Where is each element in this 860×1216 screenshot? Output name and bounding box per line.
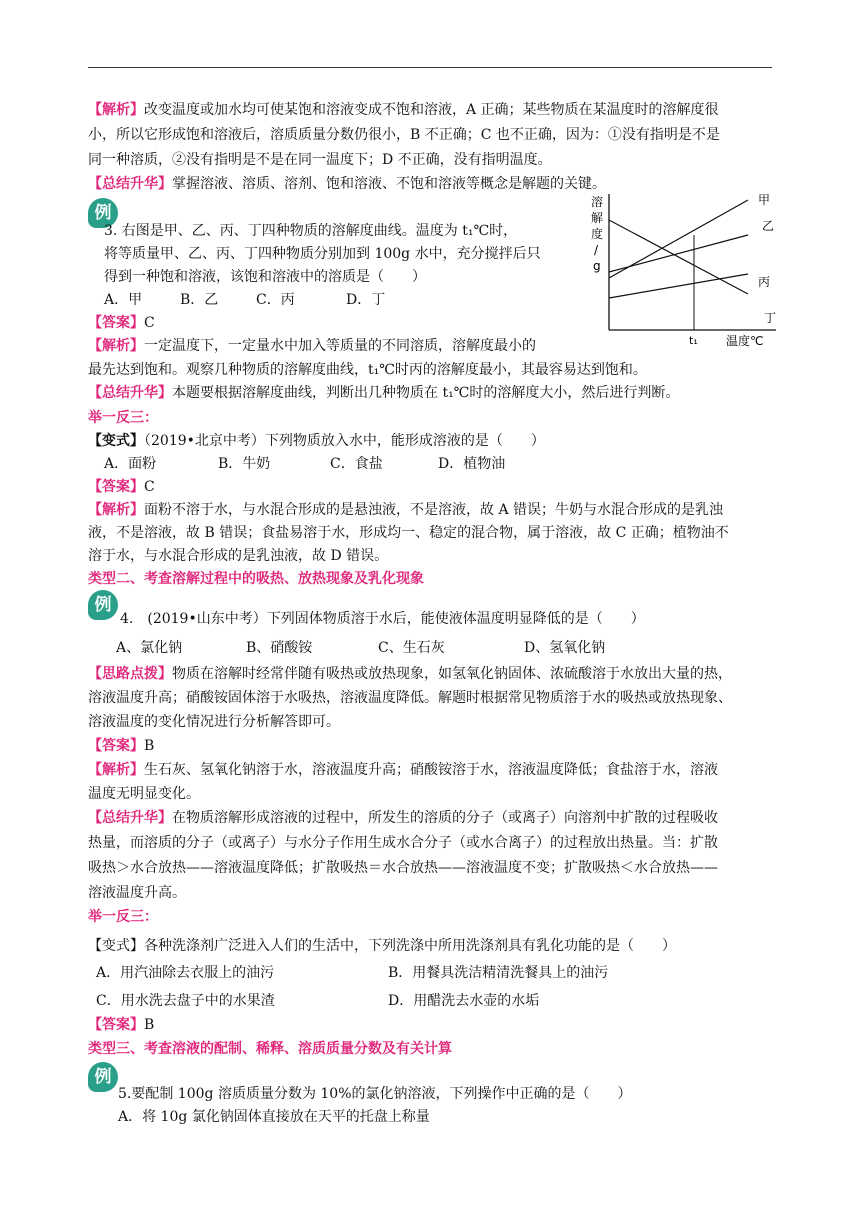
answer-line: 【答案】B [88,738,155,754]
answer-line: 【答案】B [88,1017,155,1033]
summary-line: 【总结升华】本题要根据溶解度曲线，判断出几种物质在 t₁℃时的溶解度大小，然后进行判断。 [88,385,680,401]
series-label: 乙 [762,219,775,233]
series-label: 丁 [764,311,777,325]
answer-tag: 【答案】 [88,479,144,495]
analysis-line: 【解析】改变温度或加水均可使某饱和溶液变成不饱和溶液，A 正确；某些物质在某温度时的溶解度很 [88,102,719,118]
question-stem: 得到一种饱和溶液，该饱和溶液中的溶质是（ ） [104,269,426,285]
variant-tag: 【变式】 [88,433,144,449]
analysis-line: 【解析】一定温度下，一定量水中加入等质量的不同溶质，溶解度最小的 [88,338,536,354]
analysis-line: 【解析】生石灰、氢氧化钠溶于水，溶液温度升高；硝酸铵溶于水，溶液温度降低；食盐溶于水，溶液 [88,762,718,778]
option: B．乙 [180,292,219,308]
summary-line: 吸热＞水合放热——溶液温度降低；扩散吸热＝水合放热——溶液温度不变；扩散吸热＜水合放热—— [88,860,718,876]
option: B．牛奶 [218,456,271,472]
option: D．用醋洗去水壶的水垢 [388,993,540,1009]
option: A．甲 [104,292,143,308]
header-rule [88,67,772,68]
option: C．食盐 [330,456,383,472]
summary-line: 【总结升华】掌握溶液、溶质、溶剂、饱和溶液、不饱和溶液等概念是解题的关键。 [88,176,606,192]
y-axis-label: 度 [591,227,604,241]
option: D．植物油 [438,456,506,472]
idea-line: 【思路点拨】物质在溶解时经常伴随有吸热或放热现象，如氢氧化钠固体、浓硫酸溶于水放出大量的热， [88,666,732,682]
summary-tag: 【总结升华】 [88,385,172,401]
x-tick-t1: t₁ [689,334,698,347]
analysis-tag: 【解析】 [88,102,144,118]
infer-heading: 举一反三： [88,909,158,925]
analysis-tag: 【解析】 [88,762,144,778]
series-label: 甲 [758,193,771,207]
answer-tag: 【答案】 [88,1017,144,1033]
analysis-line: 溶于水，与水混合形成的是乳浊液，故 D 错误。 [88,548,389,564]
curve-yi [609,235,748,272]
analysis-line: 同一种溶质，②没有指明是不是在同一温度下；D 不正确，没有指明温度。 [88,152,552,168]
analysis-line: 最先达到饱和。观察几种物质的溶解度曲线，t₁℃时丙的溶解度最小，其最容易达到饱和。 [88,362,647,378]
variant-stem: 【变式】各种洗涤剂广泛进入人们的生活中，下列洗涤中所用洗涤剂具有乳化功能的是（ ） [88,938,676,954]
analysis-line: 小，所以它形成饱和溶液后，溶质质量分数仍很小，B 不正确；C 也不正确，因为：①没有指明是不是 [88,127,720,143]
y-axis-label: 溶 [591,195,604,209]
section-heading: 类型三、考查溶液的配制、稀释、溶质质量分数及有关计算 [88,1041,452,1057]
summary-tag: 【总结升华】 [88,176,172,192]
option: C．丙 [256,292,295,308]
example-badge: 例 [88,590,118,620]
variant-stem: 【变式】（2019•北京中考）下列物质放入水中，能形成溶液的是（ ） [88,433,545,449]
analysis-tag: 【解析】 [88,338,144,354]
x-axis-label: 温度℃ [726,334,764,348]
answer-line: 【答案】C [88,479,155,495]
idea-line: 溶液温度升高；硝酸铵固体溶于水吸热，溶液温度降低。解题时根据常见物质溶于水的吸热或放热现象、 [88,690,732,706]
summary-line: 溶液温度升高。 [88,885,186,901]
option: A．面粉 [104,456,157,472]
analysis-line: 【解析】面粉不溶于水，与水混合形成的是悬浊液，不是溶液，故 A 错误；牛奶与水混合形成的是乳浊 [88,502,724,518]
section-heading: 类型二、考查溶解过程中的吸热、放热现象及乳化现象 [88,571,424,587]
option: D、氢氧化钠 [524,640,606,656]
series-label: 丙 [758,275,771,289]
answer-line: 【答案】C [88,315,155,331]
option: C．用水洗去盘子中的水果渣 [96,993,275,1009]
y-axis-label: 解 [591,211,604,225]
option: A．将 10g 氯化钠固体直接放在天平的托盘上称量 [118,1109,430,1125]
infer-heading: 举一反三： [88,410,158,426]
idea-line: 溶液温度的变化情况进行分析解答即可。 [88,714,340,730]
option: D．丁 [346,292,386,308]
analysis-line: 温度无明显变化。 [88,786,200,802]
question-stem: 5.要配制 100g 溶质质量分数为 10%的氯化钠溶液，下列操作中正确的是（ ） [118,1086,632,1102]
question-stem: 3. 右图是甲、乙、丙、丁四种物质的溶解度曲线。温度为 t₁℃时， [104,223,518,239]
answer-tag: 【答案】 [88,315,144,331]
summary-tag: 【总结升华】 [88,810,172,826]
option: A、氯化钠 [116,640,183,656]
curve-ding [609,274,748,298]
curve-bing [609,220,748,294]
variant-tag: 【变式】 [88,938,144,954]
answer-tag: 【答案】 [88,738,144,754]
example-badge: 例 [88,1062,118,1092]
summary-line: 热量，而溶质的分子（或离子）与水分子作用生成水合分子（或水合离子）的过程放出热量。当：扩散 [88,835,718,851]
analysis-line: 液，不是溶液，故 B 错误；食盐易溶于水，形成均一、稳定的混合物，属于溶液，故 C 正确；植物油不 [88,525,729,541]
example-badge: 例 [88,198,118,228]
analysis-tag: 【解析】 [88,502,144,518]
idea-tag: 【思路点拨】 [88,666,172,682]
option: A．用汽油除去衣服上的油污 [96,965,275,981]
y-axis-label: g [593,259,601,273]
solubility-curve-figure [586,190,780,348]
option: C、生石灰 [378,640,445,656]
option: B、硝酸铵 [246,640,313,656]
summary-line: 【总结升华】在物质溶解形成溶液的过程中，所发生的溶质的分子（或离子）向溶剂中扩散的过程吸收 [88,810,718,826]
option: B．用餐具洗洁精清洗餐具上的油污 [388,965,609,981]
y-axis-label: / [594,243,599,257]
question-stem: 将等质量甲、乙、丙、丁四种物质分别加到 100g 水中，充分搅拌后只 [104,246,541,262]
question-stem: 4. (2019•山东中考）下列固体物质溶于水后，能使液体温度明显降低的是（ ） [120,611,645,627]
